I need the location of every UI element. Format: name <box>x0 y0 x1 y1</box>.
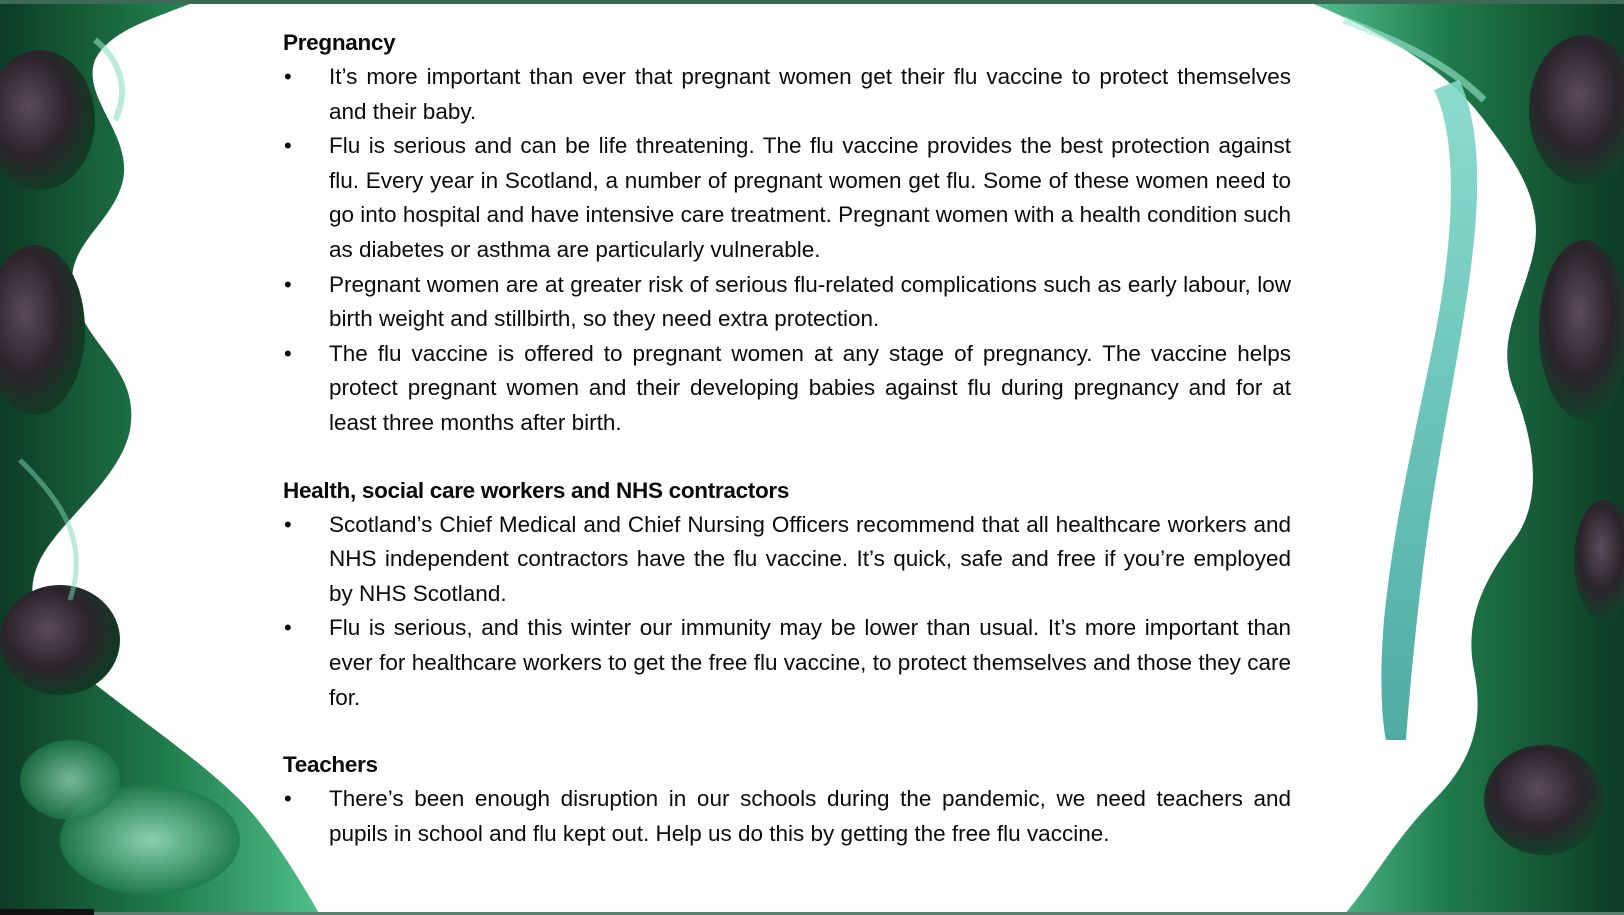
bullet-item <box>283 782 1291 851</box>
bullet-dot: • <box>284 133 292 159</box>
bullet-dot: • <box>284 340 292 366</box>
bullet-text: The flu vaccine is offered to pregnant women at any stage of pregnancy. The vaccine helps protect pregnant women and their developing babies against flu during pregnancy and for at least three months after birth. <box>329 340 1291 435</box>
section-title-health-workers: Health, social care workers and NHS contractors <box>283 477 790 503</box>
bullet-text: Flu is serious and can be life threatening. The flu vaccine provides the best protection against flu. Every year in Scotland, a number of pregnant women get flu. Some of these women need to go into hospital and have intensive care treatment. Pregnant women with a health condition such as diabetes or asthma are particularly vulnerable. <box>329 133 1291 262</box>
section-spacer <box>283 715 1291 748</box>
right-green-slime-decoration <box>1284 0 1624 915</box>
bullet-text: Scotland’s Chief Medical and Chief Nursing Officers recommend that all healthcare workers and NHS independent contractors have the flu vaccine. It’s quick, safe and free if you’re employed by NHS Scotland. <box>329 511 1291 606</box>
bullet-item <box>283 337 1291 441</box>
bullet-dot: • <box>284 271 292 297</box>
bullet-text: Pregnant women are at greater risk of serious flu-related complications such as early labour, low birth weight and stillbirth, so they need extra protection. <box>329 271 1291 332</box>
section-title-teachers: Teachers <box>283 752 378 778</box>
bullet-dot: • <box>284 64 292 89</box>
bullet-list-pregnancy <box>283 60 1291 441</box>
bullet-item <box>283 611 1291 715</box>
section-spacer <box>283 441 1291 474</box>
bullet-text: Flu is serious, and this winter our immunity may be lower than usual. It’s more important than ever for healthcare workers to get the free flu vaccine, to protect themselves and those they care for. <box>329 615 1291 710</box>
bullet-list-health-workers <box>283 508 1291 716</box>
bullet-text: There’s been enough disruption in our schools during the pandemic, we need teachers and pupils in school and flu kept out. Help us do this by getting the free flu vaccine. <box>329 786 1291 846</box>
bullet-item <box>283 268 1291 337</box>
bullet-dot: • <box>284 786 292 812</box>
bullet-item <box>283 129 1291 267</box>
bullet-item <box>283 508 1291 612</box>
bullet-dot: • <box>284 511 292 537</box>
corner-mark <box>0 909 94 915</box>
bullet-list-teachers <box>283 782 1291 851</box>
bullet-text: It’s more important than ever that pregnant women get their flu vaccine to protect themselves and their baby. <box>329 64 1291 124</box>
top-border <box>0 0 1624 4</box>
document-body <box>283 26 1291 851</box>
bullet-dot: • <box>284 615 292 641</box>
section-title-pregnancy: Pregnancy <box>283 30 396 55</box>
bullet-item <box>283 60 1291 129</box>
